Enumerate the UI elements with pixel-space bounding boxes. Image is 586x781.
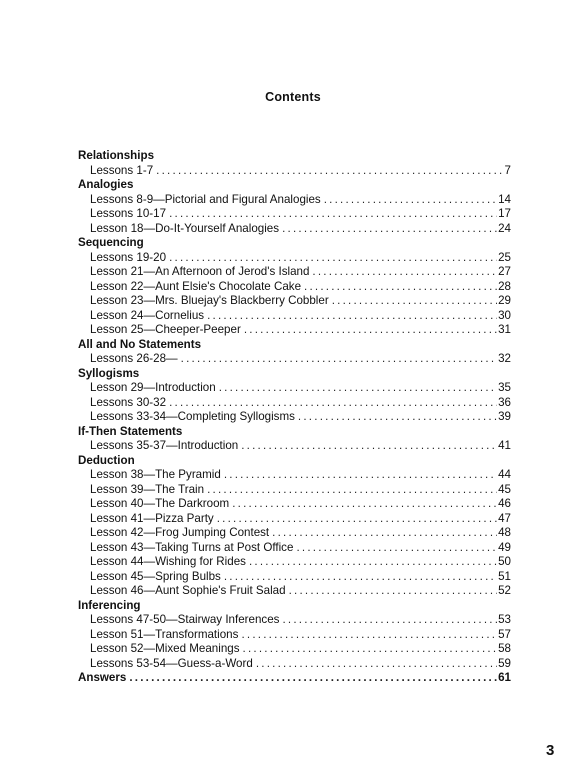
toc-page-number: 24 (498, 221, 511, 235)
table-of-contents (78, 149, 511, 686)
toc-entry-label: Lessons 8-9—Pictorial and Figural Analogies (90, 192, 321, 206)
toc-page-number: 7 (504, 163, 511, 177)
toc-page-number: 48 (498, 526, 511, 539)
toc-page-number: 47 (498, 511, 511, 525)
toc-entry-label: Lesson 41—Pizza Party (90, 511, 214, 525)
toc-entry (78, 193, 511, 208)
toc-entry (78, 657, 511, 672)
toc-entry (78, 396, 511, 411)
toc-section-label: Inferencing (78, 598, 141, 612)
toc-page-number: 49 (498, 540, 511, 554)
page-title: Contents (265, 90, 321, 104)
toc-section-label: Relationships (78, 149, 155, 162)
toc-page-number: 52 (498, 584, 511, 597)
toc-entry-label: Lessons 26-28— (90, 352, 178, 365)
toc-section-heading (78, 367, 511, 382)
toc-dot-leader (240, 642, 498, 657)
toc-dot-leader (269, 526, 497, 541)
toc-entry (78, 410, 511, 425)
toc-page-number: 61 (498, 671, 511, 684)
toc-page-number: 25 (498, 250, 511, 264)
toc-page-number: 30 (498, 308, 511, 322)
toc-entry-label: Lesson 43—Taking Turns at Post Office (90, 540, 294, 554)
toc-section-heading (78, 425, 511, 440)
toc-dot-leader (153, 164, 503, 179)
toc-page-number: 17 (498, 207, 511, 220)
toc-page-number: 57 (498, 627, 511, 641)
toc-entry-label: Lesson 25—Cheeper-Peeper (90, 323, 241, 336)
toc-page-number: 36 (498, 395, 511, 409)
toc-page-number: 50 (498, 555, 511, 568)
toc-section-label: All and No Statements (78, 337, 202, 351)
toc-entry-label: Lessons 33-34—Completing Syllogisms (90, 410, 295, 423)
toc-dot-leader (166, 251, 497, 266)
toc-entry-label: Lesson 40—The Darkroom (90, 497, 230, 510)
toc-entry (78, 294, 511, 309)
toc-dot-leader (178, 352, 497, 367)
toc-dot-leader (229, 497, 497, 512)
toc-entry (78, 526, 511, 541)
toc-section-label: Sequencing (78, 236, 144, 249)
toc-dot-leader (214, 512, 497, 527)
toc-page-number: 51 (498, 569, 511, 583)
toc-page-number: 14 (498, 192, 511, 206)
toc-entry (78, 207, 511, 222)
toc-entry-label: Lesson 22—Aunt Elsie's Chocolate Cake (90, 279, 302, 293)
toc-dot-leader (253, 657, 497, 672)
toc-entry (78, 497, 511, 512)
toc-dot-leader (309, 265, 497, 280)
toc-entry (78, 164, 511, 179)
toc-dot-leader (286, 584, 498, 599)
toc-entry-label: Lesson 38—The Pyramid (90, 468, 221, 481)
toc-dot-leader (241, 323, 497, 338)
toc-page-number: 29 (498, 294, 511, 307)
toc-page-number: 45 (498, 482, 511, 496)
toc-section-label: Analogies (78, 178, 134, 191)
toc-entry (78, 512, 511, 527)
toc-entry (78, 265, 511, 280)
toc-entry-label: Lesson 52—Mixed Meanings (90, 642, 240, 655)
toc-entry (78, 352, 511, 367)
toc-entry (78, 483, 511, 498)
toc-dot-leader (301, 280, 497, 295)
toc-dot-leader (293, 541, 497, 556)
toc-entry (78, 555, 511, 570)
toc-dot-leader (238, 628, 497, 643)
toc-section-label: If-Then Statements (78, 424, 183, 438)
toc-entry-label: Lesson 51—Transformations (90, 627, 239, 641)
toc-page-number: 32 (498, 352, 511, 365)
toc-section-label: Deduction (78, 453, 135, 467)
toc-entry-label: Lesson 21—An Afternoon of Jerod's Island (90, 265, 310, 278)
toc-entry-label: Lessons 30-32 (90, 395, 167, 409)
toc-entry (78, 584, 511, 599)
toc-entry (78, 642, 511, 657)
toc-entry-label: Lessons 1-7 (90, 163, 154, 177)
toc-entry-label: Lesson 24—Cornelius (90, 308, 205, 322)
toc-entry (78, 309, 511, 324)
toc-dot-leader (216, 381, 497, 396)
toc-dot-leader (279, 613, 497, 628)
toc-page-number: 46 (498, 497, 511, 510)
toc-entry-label: Lessons 47-50—Stairway Inferences (90, 613, 280, 626)
toc-entry-label: Lessons 35-37—Introduction (90, 439, 239, 452)
toc-dot-leader (279, 222, 497, 237)
toc-section-heading (78, 178, 511, 193)
toc-dot-leader (238, 439, 497, 454)
toc-dot-leader (221, 468, 497, 483)
toc-page-number: 31 (498, 323, 511, 336)
toc-page-number: 59 (498, 656, 511, 670)
toc-dot-leader (166, 396, 497, 411)
toc-entry (78, 323, 511, 338)
toc-page-number: 27 (498, 265, 511, 278)
toc-section-heading (78, 236, 511, 251)
toc-entry-label: Lessons 53-54—Guess-a-Word (90, 656, 253, 670)
toc-entry (78, 628, 511, 643)
toc-entry-label: Lessons 10-17 (90, 207, 167, 220)
toc-page-number: 41 (498, 439, 511, 452)
toc-dot-leader (295, 410, 497, 425)
toc-dot-leader (329, 294, 497, 309)
toc-dot-leader (166, 207, 497, 222)
toc-entry-label: Lesson 45—Spring Bulbs (90, 569, 221, 583)
toc-section-heading (78, 149, 511, 164)
toc-entry-label: Lesson 39—The Train (90, 482, 205, 496)
toc-page-number: 28 (498, 279, 511, 293)
toc-entry-label: Lesson 42—Frog Jumping Contest (90, 526, 270, 539)
toc-section-label: Syllogisms (78, 366, 140, 380)
toc-page-number: 35 (498, 381, 511, 394)
toc-entry-label: Lesson 18—Do-It-Yourself Analogies (90, 221, 280, 235)
toc-toplevel-entry (78, 671, 511, 686)
toc-page-number: 44 (498, 468, 511, 481)
toc-dot-leader (204, 309, 497, 324)
toc-entry (78, 439, 511, 454)
toc-dot-leader (221, 570, 497, 585)
toc-entry (78, 570, 511, 585)
toc-entry-label: Lesson 23—Mrs. Bluejay's Blackberry Cobbler (90, 294, 329, 307)
toc-entry-label: Answers (78, 671, 127, 684)
toc-entry (78, 222, 511, 237)
toc-dot-leader (204, 483, 497, 498)
toc-entry (78, 381, 511, 396)
toc-section-heading (78, 599, 511, 614)
toc-entry (78, 280, 511, 295)
toc-entry-label: Lessons 19-20 (90, 250, 167, 264)
toc-entry (78, 251, 511, 266)
toc-entry-label: Lesson 46—Aunt Sophie's Fruit Salad (90, 584, 286, 597)
toc-page-number: 58 (498, 642, 511, 655)
toc-entry (78, 613, 511, 628)
toc-dot-leader (321, 193, 497, 208)
toc-entry-label: Lesson 44—Wishing for Rides (90, 555, 246, 568)
toc-dot-leader (246, 555, 497, 570)
toc-entry-label: Lesson 29—Introduction (90, 381, 216, 394)
toc-section-heading (78, 454, 511, 469)
toc-page-number: 53 (498, 613, 511, 626)
toc-dot-leader (126, 671, 497, 686)
page-number: 3 (546, 742, 555, 759)
toc-section-heading (78, 338, 511, 353)
toc-entry (78, 468, 511, 483)
toc-entry (78, 541, 511, 556)
toc-page-number: 39 (498, 410, 511, 423)
